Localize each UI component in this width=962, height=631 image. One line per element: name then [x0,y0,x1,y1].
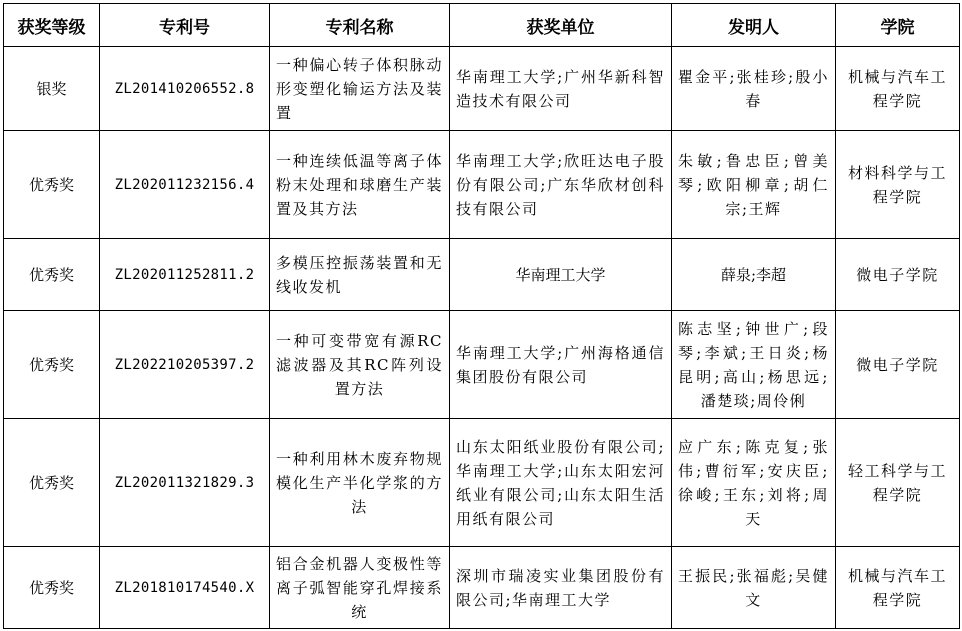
award-unit: 山东太阳纸业股份有限公司;华南理工大学;山东太阳宏河纸业有限公司;山东太阳生活用纸有限公司 [450,419,672,547]
header-row [4,4,960,47]
inventors: 陈志坚;钟世广;段琴;李斌;王日炎;杨昆明;高山;杨思远;潘楚琰;周伶俐 [672,311,836,419]
award-unit: 深圳市瑞凌实业集团股份有限公司;华南理工大学 [450,547,672,629]
patent-name: 多模压控振荡装置和无线收发机 [270,239,450,311]
award-level: 优秀奖 [4,547,100,629]
award-level: 优秀奖 [4,419,100,547]
patent-number: ZL201810174540.X [100,547,270,629]
table-row [4,547,960,629]
patent-name: 一种利用林木废弃物规模化生产半化学浆的方法 [270,419,450,547]
award-table [3,3,960,629]
award-level: 优秀奖 [4,131,100,239]
inventors: 朱敏;鲁忠臣;曾美琴;欧阳柳章;胡仁宗;王辉 [672,131,836,239]
table-row [4,239,960,311]
patent-number: ZL202011232156.4 [100,131,270,239]
patent-name: 铝合金机器人变极性等离子弧智能穿孔焊接系统 [270,547,450,629]
inventors: 应广东;陈克复;张伟;曹衍军;安庆臣;徐峻;王东;刘将;周天 [672,419,836,547]
table-row [4,419,960,547]
table-row [4,47,960,131]
header-unit: 获奖单位 [450,4,672,47]
award-unit: 华南理工大学 [450,239,672,311]
header-level: 获奖等级 [4,4,100,47]
inventors: 王振民;张福彪;吴健文 [672,547,836,629]
patent-name: 一种连续低温等离子体粉末处理和球磨生产装置及其方法 [270,131,450,239]
patent-number: ZL202210205397.2 [100,311,270,419]
table-row [4,131,960,239]
patent-number: ZL202011321829.3 [100,419,270,547]
inventors: 薛泉;李超 [672,239,836,311]
patent-name: 一种可变带宽有源RC滤波器及其RC阵列设置方法 [270,311,450,419]
patent-name: 一种偏心转子体积脉动形变塑化输运方法及装置 [270,47,450,131]
header-inventors: 发明人 [672,4,836,47]
college: 微电子学院 [836,239,960,311]
header-patent-no: 专利号 [100,4,270,47]
table-row [4,311,960,419]
patent-number: ZL202011252811.2 [100,239,270,311]
college: 机械与汽车工程学院 [836,547,960,629]
header-college: 学院 [836,4,960,47]
college: 微电子学院 [836,311,960,419]
award-level: 优秀奖 [4,311,100,419]
award-unit: 华南理工大学;欣旺达电子股份有限公司;广东华欣材创科技有限公司 [450,131,672,239]
college: 机械与汽车工程学院 [836,47,960,131]
award-level: 优秀奖 [4,239,100,311]
college: 轻工科学与工程学院 [836,419,960,547]
patent-number: ZL201410206552.8 [100,47,270,131]
header-patent-name: 专利名称 [270,4,450,47]
college: 材料科学与工程学院 [836,131,960,239]
award-level: 银奖 [4,47,100,131]
award-unit: 华南理工大学;广州海格通信集团股份有限公司 [450,311,672,419]
inventors: 瞿金平;张桂珍;殷小春 [672,47,836,131]
award-unit: 华南理工大学;广州华新科智造技术有限公司 [450,47,672,131]
